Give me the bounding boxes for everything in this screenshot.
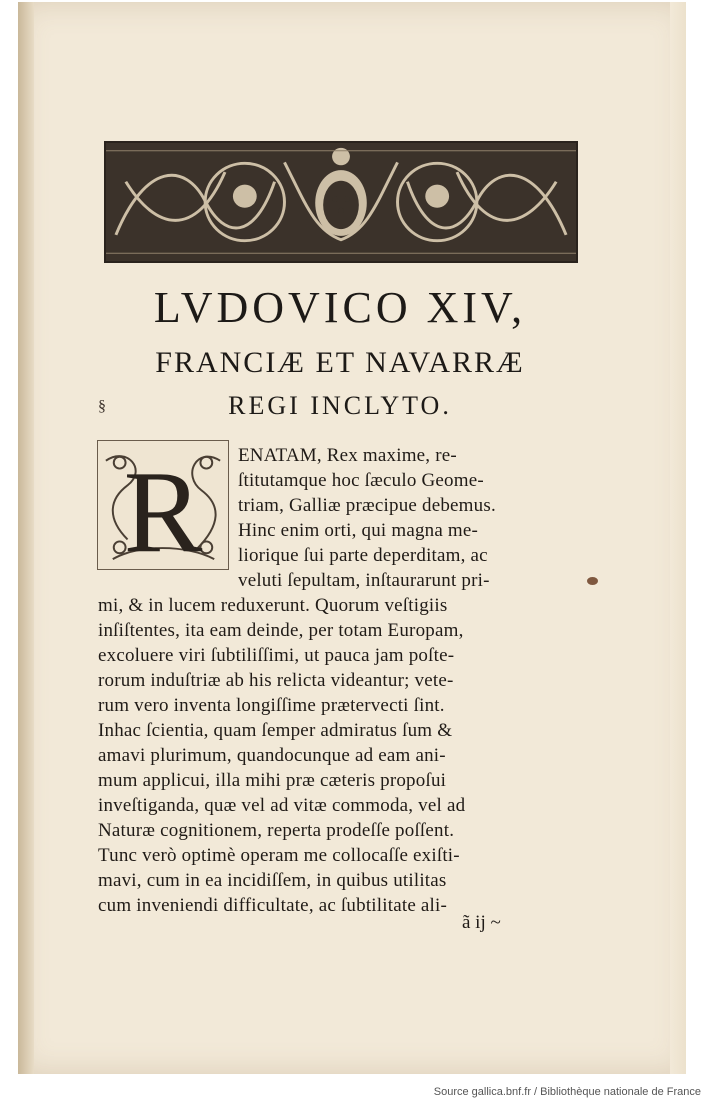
text-line: excoluere viri ſubtiliſſimi, ut pauca jam poſte-: [98, 645, 455, 666]
drop-cap-letter: R: [123, 446, 203, 569]
signature-catchword: ã ij ~: [462, 912, 501, 933]
text-line: Hinc enim orti, qui magna me-: [238, 520, 479, 541]
text-line: inveſtiganda, quæ vel ad vitæ commoda, vel ad: [98, 795, 466, 816]
text-line: ſtitutamque hoc ſæculo Geome-: [238, 470, 484, 491]
ink-spot-icon: [587, 577, 598, 585]
text-line: mavi, cum in ea incidiſſem, in quibus utilitas: [98, 870, 447, 891]
text-line: mum applicui, illa mihi præ cæteris propoſui: [98, 770, 447, 791]
paragraph-mark: §: [98, 398, 106, 415]
text-line: Tunc verò optimè operam me collocaſſe exiſti-: [98, 845, 460, 866]
ornamental-headpiece-icon: [104, 141, 578, 263]
text-line: rum vero inventa longiſſime prætervecti ſint.: [98, 695, 445, 716]
source-attribution: Source gallica.bnf.fr / Bibliothèque nationale de France: [433, 1086, 701, 1098]
text-line: amavi plurimum, quandocunque ad eam ani-: [98, 745, 446, 766]
text-line: inſiſtentes, ita eam deinde, per totam Europam,: [98, 620, 464, 641]
floral-drop-cap-icon: [97, 440, 229, 570]
dedication-title-line-3: REGI INCLYTO.: [228, 391, 452, 420]
text-line: ENATAM, Rex maxime, re-: [238, 445, 457, 466]
dedication-title-line-2: FRANCIÆ ET NAVARRÆ: [155, 346, 525, 379]
text-line: Naturæ cognitionem, reperta prodeſſe poſſent.: [98, 820, 455, 841]
text-line: veluti ſepultam, inſtaurarunt pri-: [238, 570, 490, 591]
text-line: Inhac ſcientia, quam ſemper admiratus ſum &: [98, 720, 453, 741]
text-line: mi, & in lucem reduxerunt. Quorum veſtigiis: [98, 595, 448, 616]
text-line: liorique ſui parte deperditam, ac: [238, 545, 488, 566]
book-spine-shadow: [18, 2, 34, 1074]
dedication-title-line-1: LVDOVICO XIV,: [153, 283, 527, 332]
text-line: triam, Galliæ præcipue debemus.: [238, 495, 496, 516]
page-edge-shadow: [670, 2, 686, 1074]
text-line: cum inveniendi difficultate, ac ſubtilitate ali-: [98, 895, 448, 916]
text-line: rorum induſtriæ ab his relicta videantur; vete-: [98, 670, 454, 691]
